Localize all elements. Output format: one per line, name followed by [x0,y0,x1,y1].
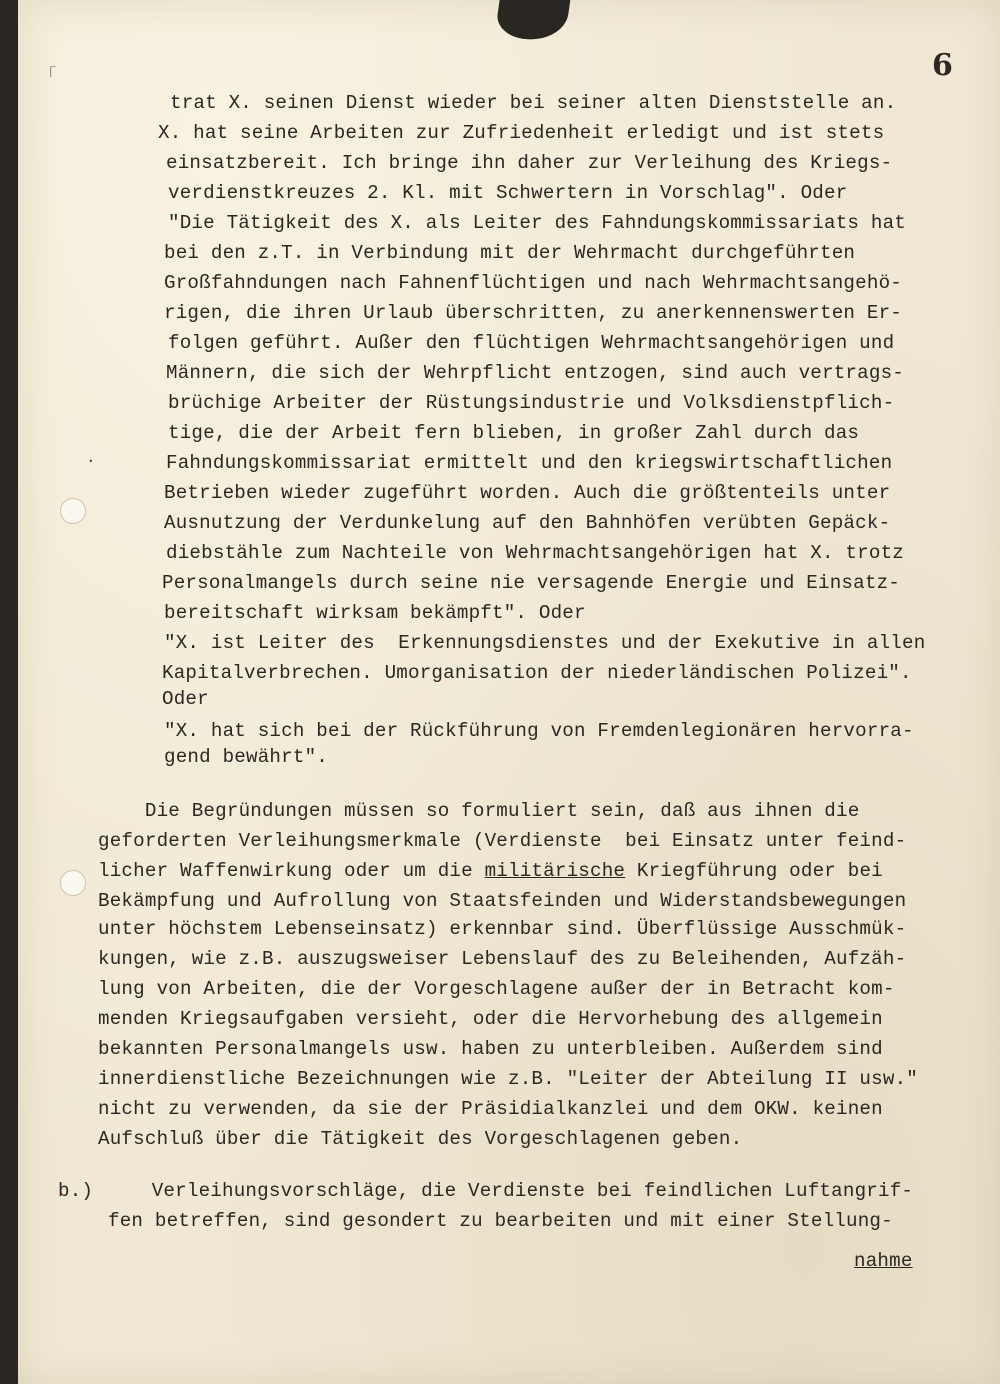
text-line: "X. hat sich bei der Rückführung von Fremdenlegionären hervorra- [164,720,914,742]
document-page [18,0,1000,1384]
text-line: bekannten Personalmangels usw. haben zu unterbleiben. Außerdem sind [98,1038,883,1060]
margin-mark: · [86,452,96,470]
text-line: Personalmangels durch seine nie versagende Energie und Einsatz- [162,572,901,594]
text-line: b.) Verleihungsvorschläge, die Verdienste bei feindlichen Luftangrif- [58,1180,914,1202]
text-line: brüchige Arbeiter der Rüstungsindustrie und Volksdienstpflich- [168,392,895,414]
text-line: "X. ist Leiter des Erkennungsdienstes und der Exekutive in allen [164,632,926,654]
text-line: Oder [162,688,209,710]
text-line: unter höchstem Lebenseinsatz) erkennbar sind. Überflüssige Ausschmük- [98,918,907,940]
underlined-word: militärische [484,860,626,882]
punch-hole-top [60,498,86,524]
text-line: Ausnutzung der Verdunkelung auf den Bahnhöfen verübten Gepäck- [164,512,891,534]
text-line: fen betreffen, sind gesondert zu bearbeiten und mit einer Stellung- [108,1210,893,1232]
text-line: Bekämpfung und Aufrollung von Staatsfeinden und Widerstandsbewegungen [98,890,907,912]
text-line: licher Waffenwirkung oder um die militärische Kriegführung oder bei [98,860,883,882]
text-line: Großfahndungen nach Fahnenflüchtigen und nach Wehrmachtsangehö- [164,272,903,294]
text-line: bereitschaft wirksam bekämpft". Oder [164,602,586,624]
catchword: nahme [854,1250,913,1272]
text-line: tige, die der Arbeit fern blieben, in großer Zahl durch das [168,422,860,444]
text-line: verdienstkreuzes 2. Kl. mit Schwertern in Vorschlag". Oder [168,182,848,204]
text-line: nicht zu verwenden, da sie der Präsidialkanzlei und dem OKW. keinen [98,1098,883,1120]
text-line: einsatzbereit. Ich bringe ihn daher zur Verleihung des Kriegs- [166,152,893,174]
text-line: X. hat seine Arbeiten zur Zufriedenheit erledigt und ist stets [158,122,885,144]
text-line: rigen, die ihren Urlaub überschritten, zu anerkennenswerten Er- [164,302,903,324]
text-line: Fahndungskommissariat ermittelt und den kriegswirtschaftlichen [166,452,893,474]
text-line: innerdienstliche Bezeichnungen wie z.B. "Leiter der Abteilung II usw." [98,1068,919,1090]
text-line: lung von Arbeiten, die der Vorgeschlagene außer der in Betracht kom- [98,978,895,1000]
text-line: Männern, die sich der Wehrpflicht entzogen, sind auch vertrags- [166,362,905,384]
page-number: 6 [932,48,953,83]
text-line: bei den z.T. in Verbindung mit der Wehrmacht durchgeführten [164,242,856,264]
punch-hole-bottom [60,870,86,896]
text-line: gend bewährt". [164,746,329,768]
text-line: Aufschluß über die Tätigkeit des Vorgeschlagenen geben. [98,1128,743,1150]
text-line: folgen geführt. Außer den flüchtigen Wehrmachtsangehörigen und [168,332,895,354]
text-line: Die Begründungen müssen so formuliert sein, daß aus ihnen die [98,800,860,822]
torn-corner [495,0,572,45]
text-line: Kapitalverbrechen. Umorganisation der niederländischen Polizei". [162,662,912,684]
text-line: "Die Tätigkeit des X. als Leiter des Fahndungskommissariats hat [168,212,907,234]
text-line: diebstähle zum Nachteile von Wehrmachtsangehörigen hat X. trotz [166,542,905,564]
text-line: trat X. seinen Dienst wieder bei seiner alten Dienststelle an. [170,92,897,114]
text-line: kungen, wie z.B. auszugsweiser Lebenslauf des zu Beleihenden, Aufzäh- [98,948,907,970]
text-line: menden Kriegsaufgaben versieht, oder die Hervorhebung des allgemein [98,1008,883,1030]
margin-mark: 「 [40,67,57,85]
text-line: Betrieben wieder zugeführt worden. Auch die größtenteils unter [164,482,891,504]
text-line: geforderten Verleihungsmerkmale (Verdienste bei Einsatz unter feind- [98,830,907,852]
